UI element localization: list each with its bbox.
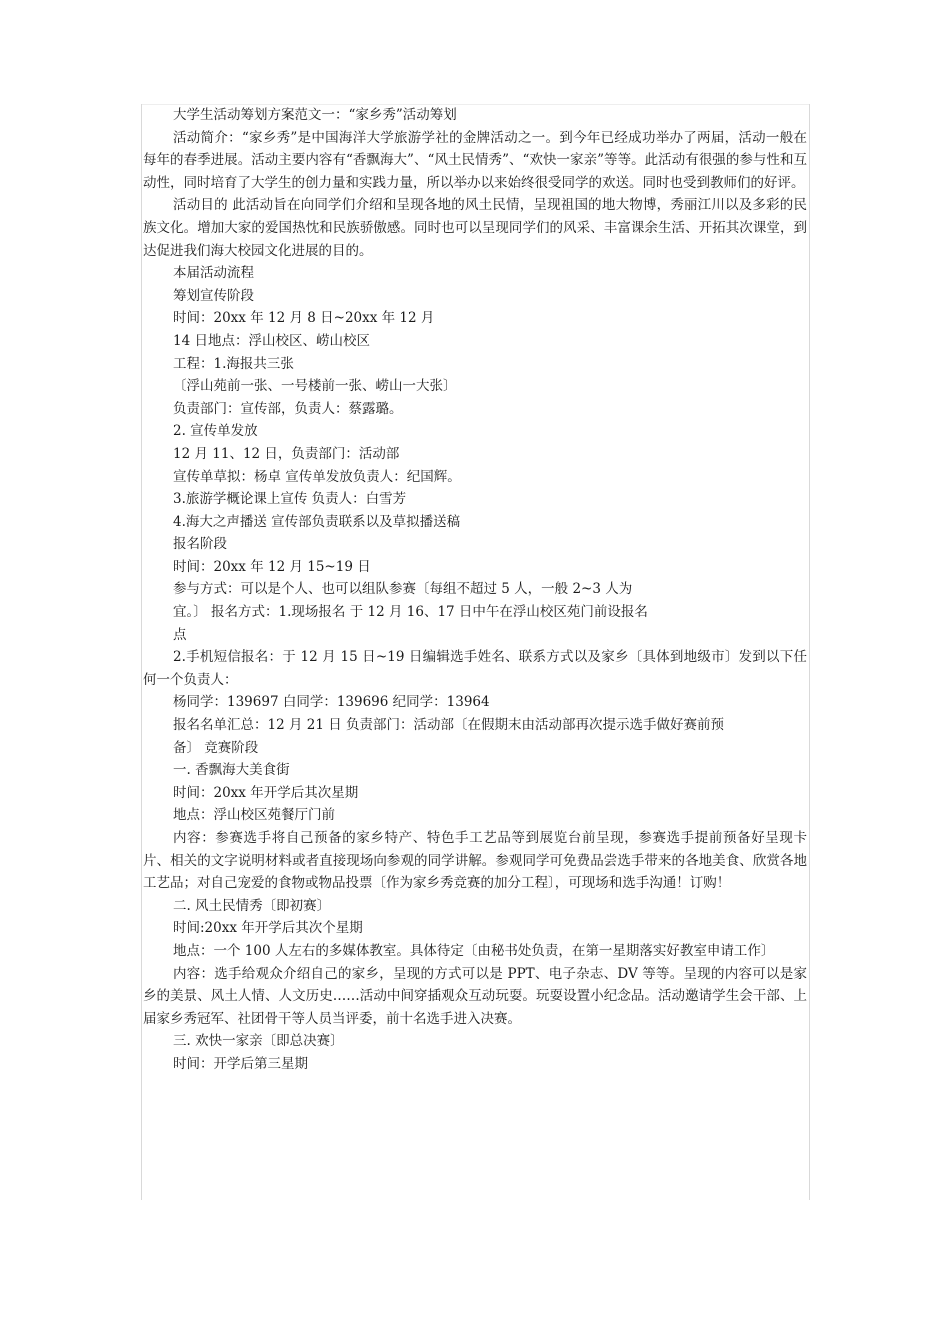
stage1-item2-people: 宣传单草拟：杨卓 宣传单发放负责人：纪国辉。 [173, 468, 461, 485]
event1-place: 地点：浮山校区苑餐厅门前 [173, 807, 335, 824]
document-body [143, 104, 807, 1076]
stage2-sms: 2.手机短信报名：于 12 月 15 日~19 日编辑选手姓名、联系方式以及家乡〔具体到地级市〕发到以下任何一个负责人： [143, 649, 807, 688]
event2-time: 时间:20xx 年开学后其次个星期 [173, 920, 363, 937]
flow-heading: 本届活动流程 [173, 265, 254, 282]
stage1-item4: 4.海大之声播送 宣传部负责联系以及草拟播送稿 [173, 513, 461, 530]
event3-time: 时间：开学后第三星期 [173, 1055, 308, 1072]
stage2-method-line2: 宜。〕 报名方式：1.现场报名 于 12 月 16、17 日中午在浮山校区苑门前设报名 [173, 604, 648, 621]
purpose-paragraph: 活动目的 此活动旨在向同学们介绍和呈现各地的风土民情，呈现祖国的地大物博，秀丽江川以及多彩的民族文化。增加大家的爱国热忱和民族骄傲感。同时也可以呈现同学们的风采、丰富课余生活、开拓其次课堂，到达促进我们海大校园文化进展的目的。 [143, 197, 807, 259]
stage2-time: 时间：20xx 年 12 月 15~19 日 [173, 558, 371, 575]
stage1-time-place: 14 日地点：浮山校区、崂山校区 [173, 332, 370, 349]
event1-content: 内容：参赛选手将自己预备的家乡特产、特色手工艺品等到展览台前呈现，参赛选手提前预备好呈现卡片、相关的文字说明材料或者直接现场向参观的同学讲解。参观同学可免费品尝选手带来的各地美食、欣赏各地工艺品；对自己宠爱的食物或物品投票〔作为家乡秀竞赛的加分工程〕，可现场和选手沟通！订购！ [143, 830, 807, 892]
stage2-summary-line1: 报名名单汇总：12 月 21 日 负责部门：活动部〔在假期末由活动部再次提示选手做好赛前预 [173, 717, 725, 734]
event2-content: 内容：选手给观众介绍自己的家乡，呈现的方式可以是 PPT、电子杂志、DV 等等。呈现的内容可以是家乡的美景、风土人情、人文历史……活动中间穿插观众互动玩耍。玩耍设置小纪念品。活动邀请学生会干部、上届家乡秀冠军、社团骨干等人员当评委，前十名选手进入决赛。 [143, 965, 807, 1027]
stage1-item1-detail: 〔浮山苑前一张、一号楼前一张、崂山一大张〕 [173, 378, 457, 395]
stage1-time: 时间：20xx 年 12 月 8 日~20xx 年 12 月 [173, 310, 435, 327]
stage1-item2-dept: 12 月 11、12 日，负责部门：活动部 [173, 445, 400, 462]
intro-paragraph: 活动简介：“家乡秀”是中国海洋大学旅游学社的金牌活动之一。到今年已经成功举办了两届，活动一般在每年的春季进展。活动主要内容有“香飘海大”、“风土民情秀”、“欢快一家亲”等等。此活动有很强的参与性和互动性，同时培育了大学生的创力量和实践力量，所以举办以来始终很受同学的欢送。同时也受到教师们的好评。 [143, 129, 807, 191]
event2-heading: 二. 风土民情秀〔即初赛〕 [173, 897, 331, 914]
stage2-summary-line2: 备〕 竞赛阶段 [173, 739, 259, 756]
event3-heading: 三. 欢快一家亲〔即总决赛〕 [173, 1033, 344, 1050]
stage1-item1: 工程：1.海报共三张 [173, 355, 294, 372]
stage1-heading: 筹划宣传阶段 [173, 287, 254, 304]
stage2-heading: 报名阶段 [173, 536, 227, 553]
stage1-item3: 3.旅游学概论课上宣传 负责人：白雪芳 [173, 491, 407, 508]
stage2-method-line1: 参与方式：可以是个人、也可以组队参赛〔每组不超过 5 人，一般 2~3 人为 [173, 581, 633, 598]
event2-place: 地点：一个 100 人左右的多媒体教室。具体待定〔由秘书处负责，在第一星期落实好教室申请工作〕 [173, 942, 775, 959]
event1-heading: 一. 香飘海大美食街 [173, 762, 290, 779]
event1-time: 时间：20xx 年开学后其次星期 [173, 784, 359, 801]
stage2-method-line3: 点 [173, 626, 187, 643]
document-title: 大学生活动筹划方案范文一：“家乡秀”活动筹划 [173, 107, 457, 123]
stage1-item1-dept: 负责部门：宣传部，负责人：蔡露璐。 [173, 400, 403, 417]
stage1-item2: 2. 宣传单发放 [173, 423, 258, 440]
stage2-contacts: 杨同学：139697 白同学：139696 纪同学：13964 [173, 694, 490, 711]
